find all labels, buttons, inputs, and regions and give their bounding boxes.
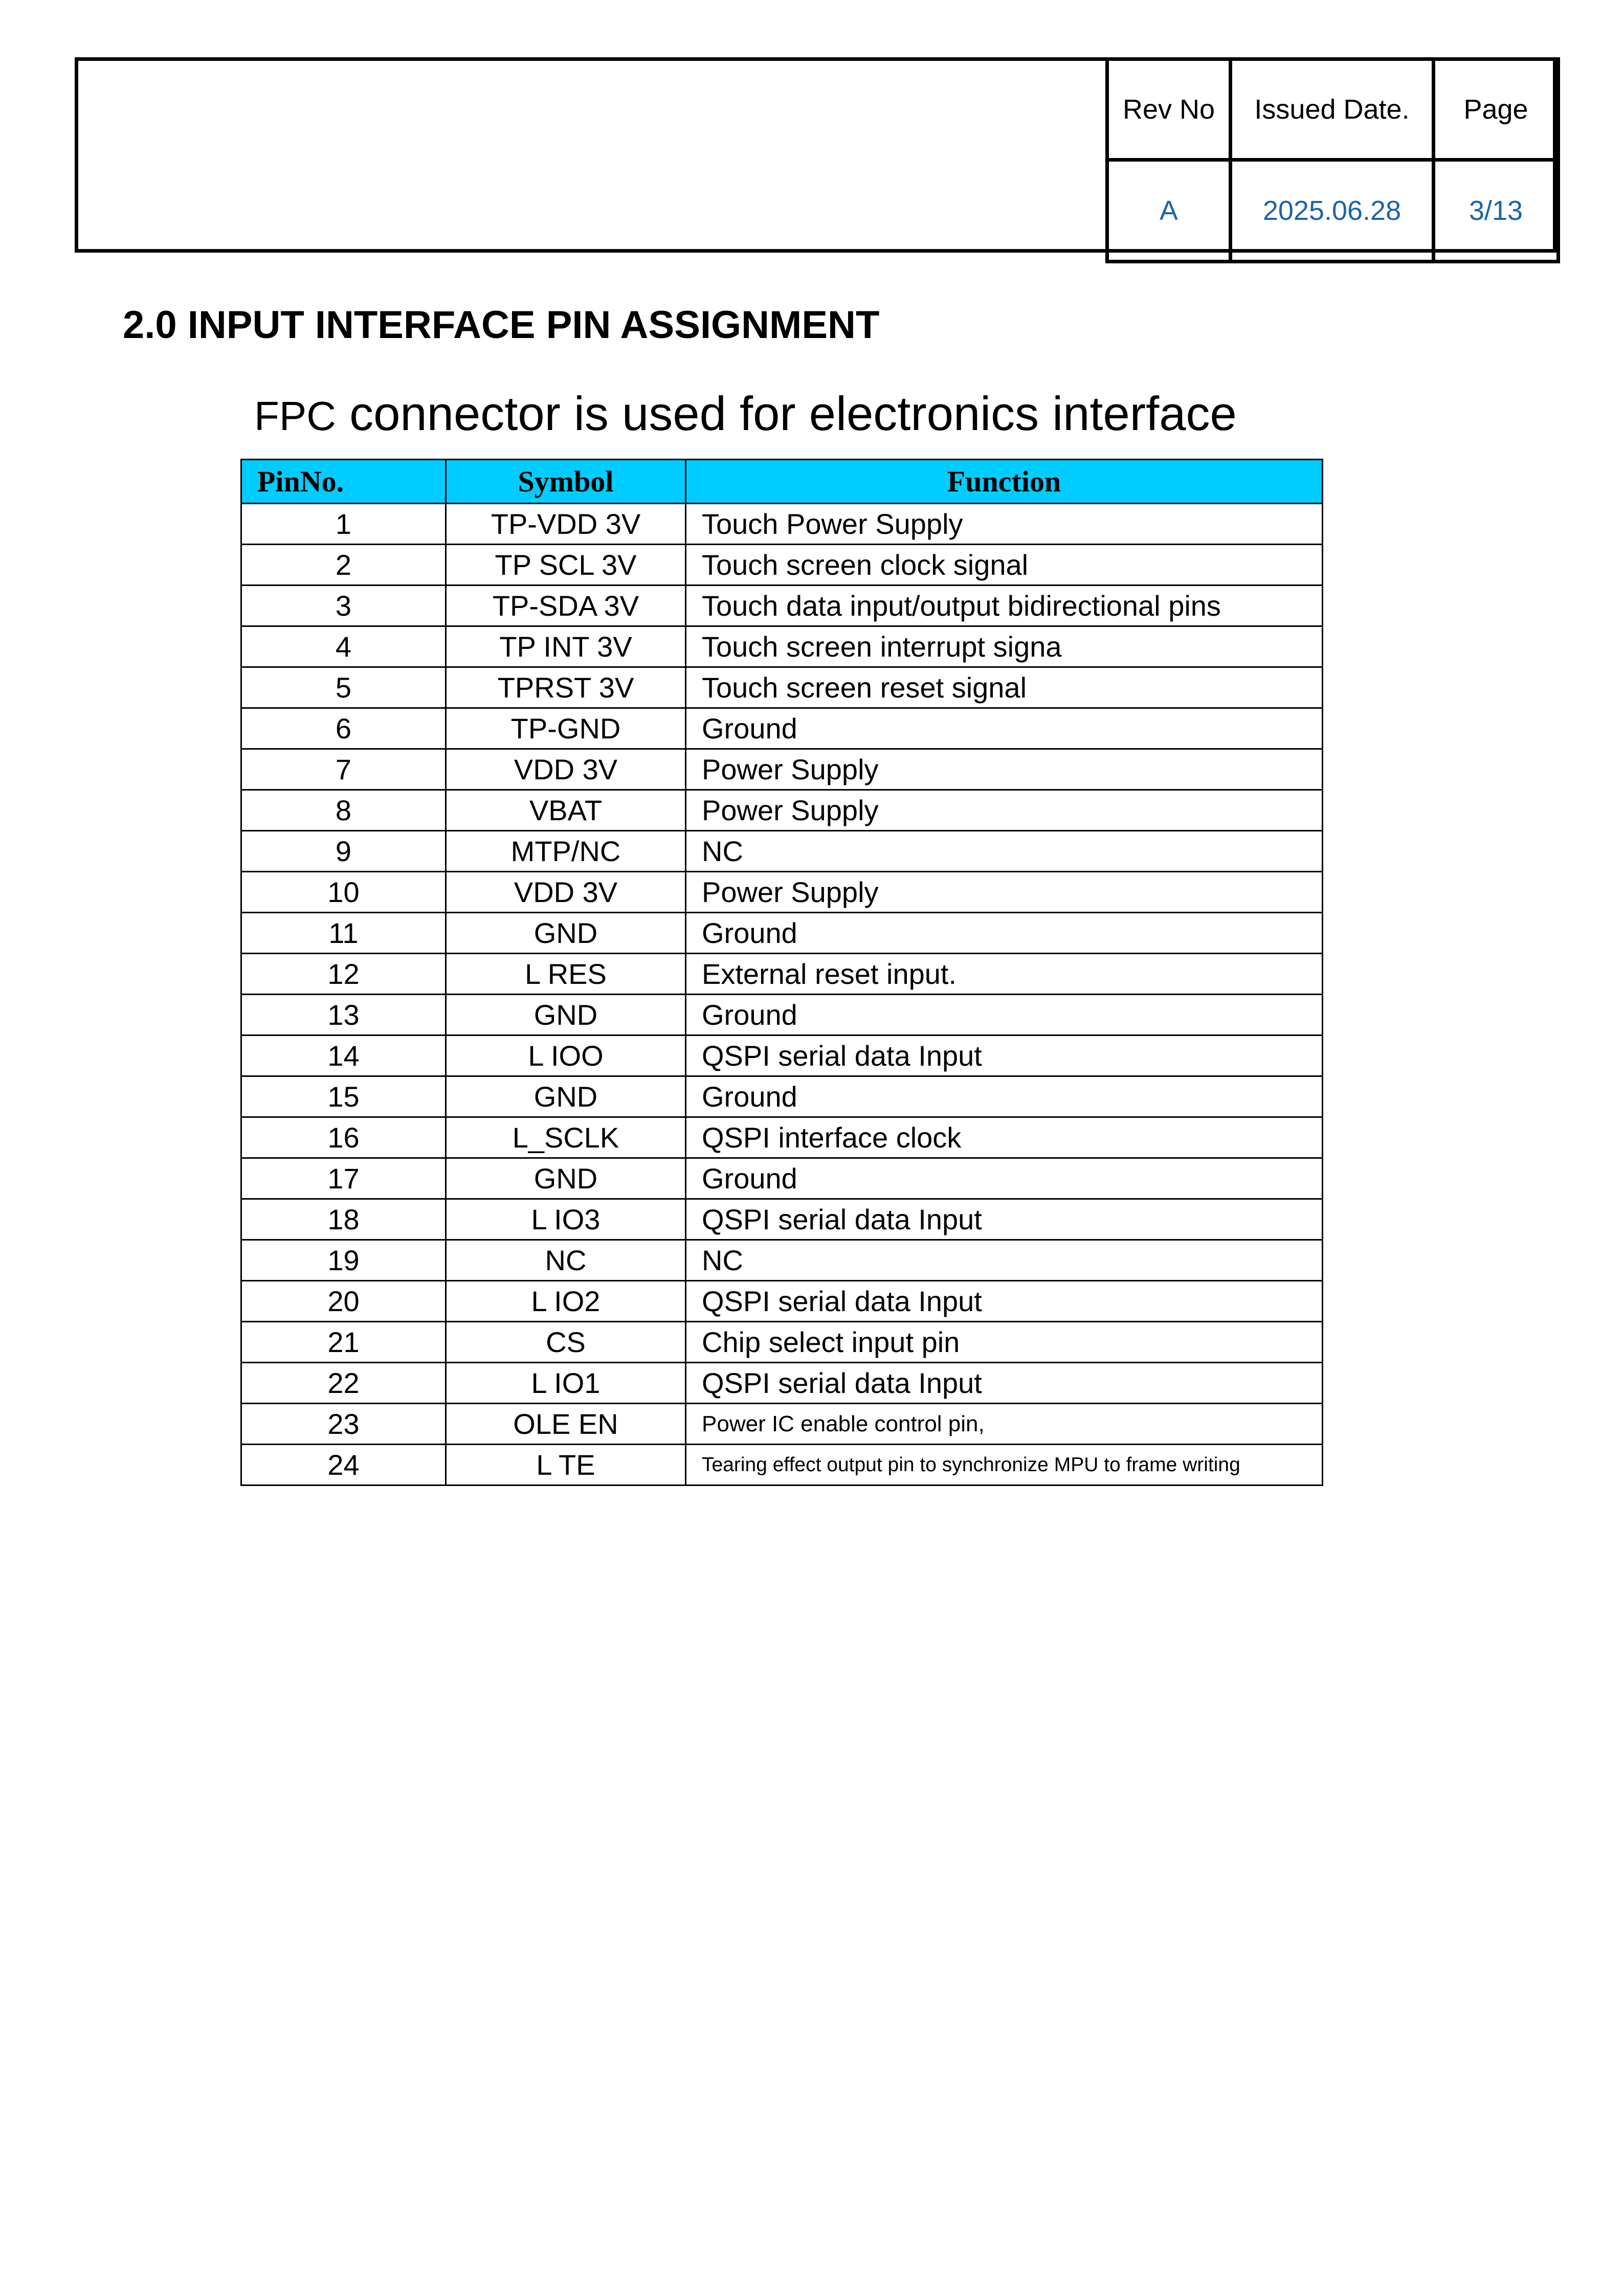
pin-number-cell: 5 xyxy=(241,667,446,708)
symbol-cell: TP INT 3V xyxy=(446,626,686,667)
table-row xyxy=(241,749,1323,790)
page-label: Page xyxy=(1434,59,1559,160)
table-row xyxy=(241,831,1323,872)
function-cell: Ground xyxy=(686,995,1323,1036)
pin-number-cell: 8 xyxy=(241,790,446,831)
function-cell: Touch data input/output bidirectional pins xyxy=(686,586,1323,626)
function-cell: Power Supply xyxy=(686,872,1323,913)
pin-number-cell: 12 xyxy=(241,954,446,995)
function-cell: Touch screen interrupt signa xyxy=(686,626,1323,667)
symbol-cell: L TE xyxy=(446,1445,686,1485)
issued-date-label: Issued Date. xyxy=(1231,59,1434,160)
function-cell: Power IC enable control pin, xyxy=(686,1404,1323,1445)
function-cell: Tearing effect output pin to synchronize MPU to frame writing xyxy=(686,1445,1323,1485)
function-cell: External reset input. xyxy=(686,954,1323,995)
symbol-cell: OLE EN xyxy=(446,1404,686,1445)
table-row xyxy=(241,1240,1323,1281)
symbol-cell: TPRST 3V xyxy=(446,667,686,708)
table-row xyxy=(241,1199,1323,1240)
function-cell: NC xyxy=(686,1240,1323,1281)
pin-number-cell: 16 xyxy=(241,1117,446,1158)
function-cell: QSPI serial data Input xyxy=(686,1363,1323,1404)
revision-labels-row xyxy=(1107,59,1559,160)
pin-number-cell: 23 xyxy=(241,1404,446,1445)
table-row xyxy=(241,995,1323,1036)
table-row xyxy=(241,1363,1323,1404)
table-row xyxy=(241,872,1323,913)
symbol-cell: MTP/NC xyxy=(446,831,686,872)
column-header-symbol: Symbol xyxy=(446,460,686,504)
table-row xyxy=(241,667,1323,708)
table-row xyxy=(241,790,1323,831)
table-row xyxy=(241,1445,1323,1485)
subtitle xyxy=(254,386,1237,441)
function-cell: QSPI serial data Input xyxy=(686,1281,1323,1322)
pin-assignment-table xyxy=(240,459,1323,1486)
symbol-cell: NC xyxy=(446,1240,686,1281)
function-cell: QSPI serial data Input xyxy=(686,1199,1323,1240)
pin-number-cell: 20 xyxy=(241,1281,446,1322)
pin-number-cell: 22 xyxy=(241,1363,446,1404)
table-row xyxy=(241,1281,1323,1322)
symbol-cell: TP SCL 3V xyxy=(446,545,686,586)
pin-number-cell: 7 xyxy=(241,749,446,790)
table-row xyxy=(241,626,1323,667)
pin-number-cell: 9 xyxy=(241,831,446,872)
pin-number-cell: 3 xyxy=(241,586,446,626)
table-row xyxy=(241,1404,1323,1445)
symbol-cell: CS xyxy=(446,1322,686,1363)
symbol-cell: GND xyxy=(446,913,686,954)
symbol-cell: TP-GND xyxy=(446,708,686,749)
table-row xyxy=(241,1117,1323,1158)
pin-number-cell: 21 xyxy=(241,1322,446,1363)
pin-number-cell: 11 xyxy=(241,913,446,954)
table-row xyxy=(241,1322,1323,1363)
pin-number-cell: 13 xyxy=(241,995,446,1036)
pin-number-cell: 6 xyxy=(241,708,446,749)
subtitle-prefix: FPC xyxy=(254,393,336,439)
section-title: 2.0 INPUT INTERFACE PIN ASSIGNMENT xyxy=(123,303,880,347)
pin-number-cell: 17 xyxy=(241,1158,446,1199)
table-row xyxy=(241,545,1323,586)
symbol-cell: GND xyxy=(446,1158,686,1199)
symbol-cell: VBAT xyxy=(446,790,686,831)
pin-number-cell: 4 xyxy=(241,626,446,667)
function-cell: Ground xyxy=(686,708,1323,749)
page-number-value: 3/13 xyxy=(1434,160,1559,262)
pin-number-cell: 19 xyxy=(241,1240,446,1281)
pin-number-cell: 1 xyxy=(241,504,446,545)
table-row xyxy=(241,954,1323,995)
function-cell: Touch Power Supply xyxy=(686,504,1323,545)
table-row xyxy=(241,586,1323,626)
issued-date-value: 2025.06.28 xyxy=(1231,160,1434,262)
symbol-cell: GND xyxy=(446,1076,686,1117)
rev-no-label: Rev No xyxy=(1107,59,1231,160)
function-cell: NC xyxy=(686,831,1323,872)
pin-number-cell: 24 xyxy=(241,1445,446,1485)
function-cell: Power Supply xyxy=(686,749,1323,790)
revision-values-row xyxy=(1107,160,1559,262)
pin-number-cell: 15 xyxy=(241,1076,446,1117)
symbol-cell: L IO3 xyxy=(446,1199,686,1240)
symbol-cell: VDD 3V xyxy=(446,872,686,913)
column-header-pin: PinNo. xyxy=(241,460,446,504)
pin-number-cell: 18 xyxy=(241,1199,446,1240)
pin-number-cell: 2 xyxy=(241,545,446,586)
table-row xyxy=(241,1036,1323,1076)
table-row xyxy=(241,1158,1323,1199)
symbol-cell: VDD 3V xyxy=(446,749,686,790)
subtitle-text: connector is used for electronics interface xyxy=(336,387,1237,440)
symbol-cell: L_SCLK xyxy=(446,1117,686,1158)
table-header-row xyxy=(241,460,1323,504)
symbol-cell: L RES xyxy=(446,954,686,995)
table-row xyxy=(241,913,1323,954)
function-cell: Chip select input pin xyxy=(686,1322,1323,1363)
function-cell: Power Supply xyxy=(686,790,1323,831)
function-cell: Touch screen clock signal xyxy=(686,545,1323,586)
symbol-cell: GND xyxy=(446,995,686,1036)
function-cell: QSPI serial data Input xyxy=(686,1036,1323,1076)
symbol-cell: L IOO xyxy=(446,1036,686,1076)
table-row xyxy=(241,504,1323,545)
symbol-cell: L IO2 xyxy=(446,1281,686,1322)
pin-number-cell: 14 xyxy=(241,1036,446,1076)
symbol-cell: TP-VDD 3V xyxy=(446,504,686,545)
revision-table xyxy=(1105,57,1560,263)
function-cell: Ground xyxy=(686,1076,1323,1117)
symbol-cell: TP-SDA 3V xyxy=(446,586,686,626)
function-cell: Ground xyxy=(686,1158,1323,1199)
function-cell: Ground xyxy=(686,913,1323,954)
pin-number-cell: 10 xyxy=(241,872,446,913)
rev-no-value: A xyxy=(1107,160,1231,262)
symbol-cell: L IO1 xyxy=(446,1363,686,1404)
table-row xyxy=(241,1076,1323,1117)
column-header-function: Function xyxy=(686,460,1323,504)
function-cell: Touch screen reset signal xyxy=(686,667,1323,708)
table-row xyxy=(241,708,1323,749)
function-cell: QSPI interface clock xyxy=(686,1117,1323,1158)
